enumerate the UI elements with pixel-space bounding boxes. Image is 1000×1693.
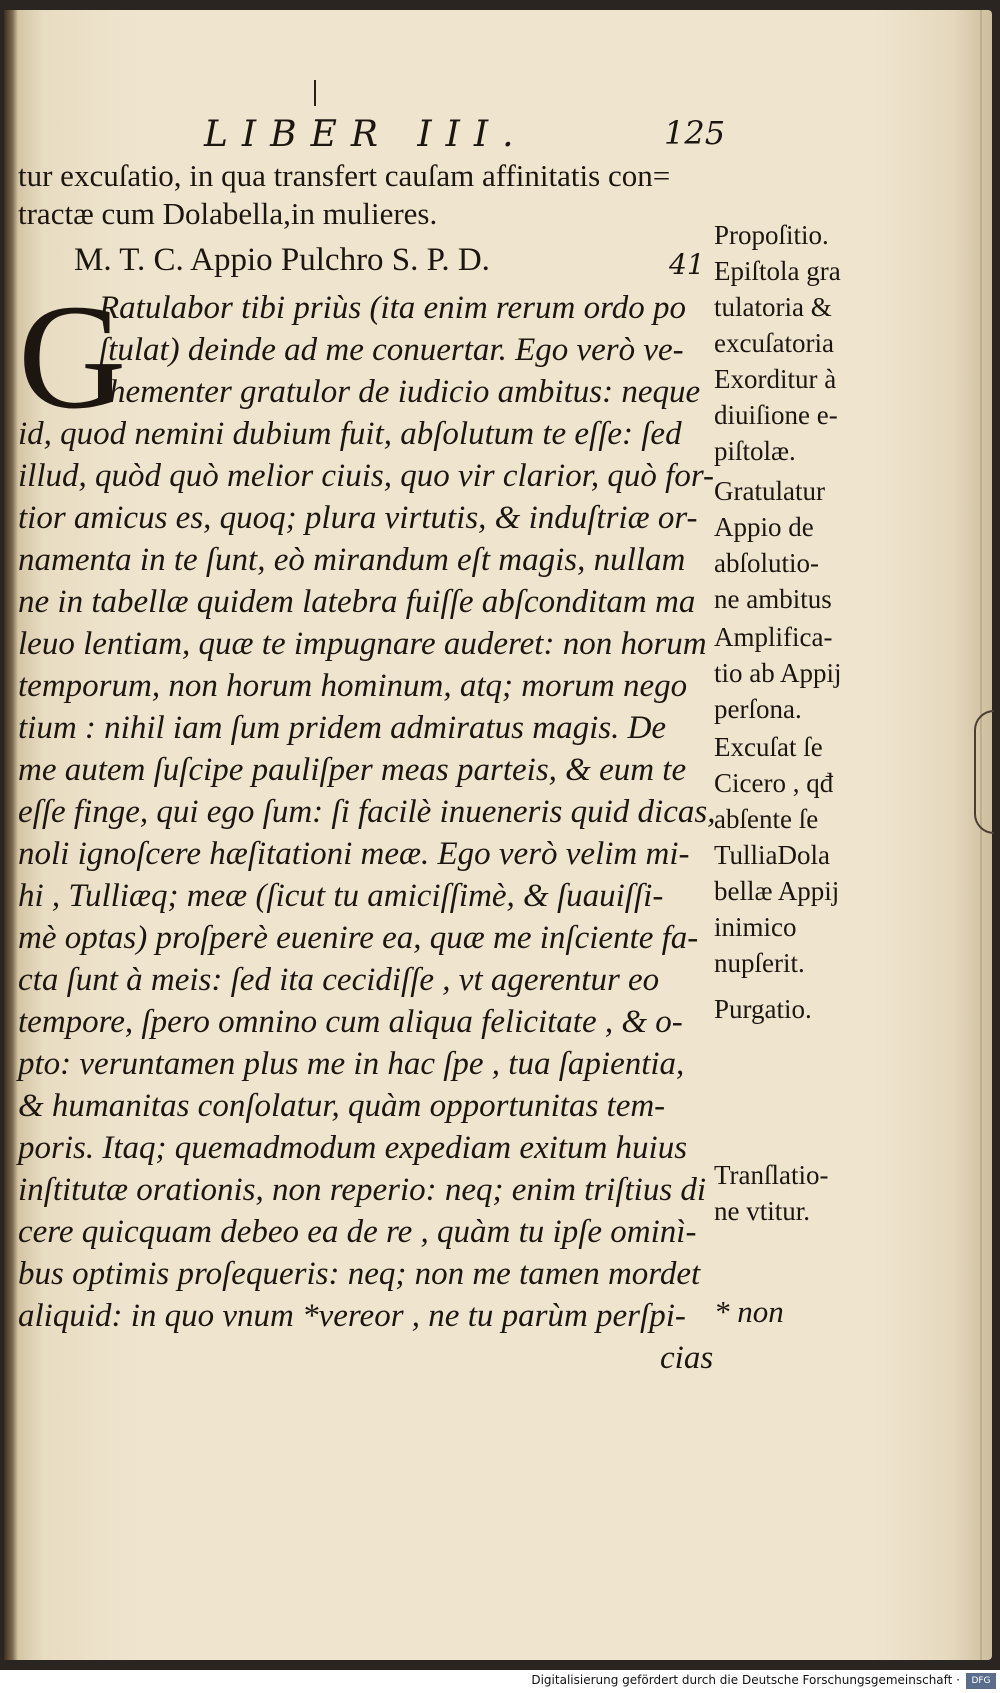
- intro-line: tur excuſatio, in qua transfert cauſam affinitatis con=: [18, 158, 671, 193]
- margin-note: diuiſione e-: [714, 400, 838, 430]
- margin-note: Amplifica-: [714, 622, 833, 652]
- body-line: ſtulat) deinde ad me conuertar. Ego verò ve-: [99, 332, 684, 368]
- margin-note: * non: [714, 1294, 784, 1329]
- body-line: eſſe finge, qui ego ſum: ſi facilè inueneris quid dicas,: [18, 794, 716, 830]
- body-line: aliquid: in quo vnum *vereor , ne tu parùm perſpi-: [18, 1298, 686, 1334]
- footer-bar: [0, 1670, 1000, 1693]
- margin-note: excuſatoria: [714, 328, 834, 358]
- body-line: ne in tabellæ quidem latebra fuiſſe abſconditam ma: [18, 584, 696, 620]
- margin-note: nupſerit.: [714, 948, 805, 978]
- body-line: me autem ſuſcipe pauliſper meas parteis, & eum te: [18, 752, 687, 788]
- body-line: namenta in te ſunt, eò mirandum eſt magis, nullam: [18, 542, 686, 578]
- page-edge: [980, 10, 982, 1660]
- margin-note: Gratulatur: [714, 476, 825, 506]
- running-title: LIBER III.: [204, 114, 528, 155]
- margin-note: Tranſlatio-: [714, 1160, 829, 1190]
- margin-note: perſona.: [714, 694, 802, 724]
- margin-note: Exorditur à: [714, 364, 837, 394]
- margin-note: abſolutio-: [714, 548, 819, 578]
- body-line: cere quicquam debeo ea de re , quàm tu ipſe ominì-: [18, 1214, 697, 1250]
- funding-credit: Digitalisierung gefördert durch die Deutsche Forschungsgemeinschaft ·: [531, 1673, 960, 1687]
- intro-line: tractæ cum Dolabella,in mulieres.: [18, 196, 438, 231]
- margin-note: Appio de: [714, 512, 814, 542]
- letter-number: 41: [669, 248, 705, 281]
- margin-note: tulatoria &: [714, 292, 832, 322]
- body-line: illud, quòd quò melior ciuis, quo vir clarior, quò for-: [18, 458, 714, 494]
- body-line: noli ignoſcere hæſitationi meæ. Ego verò velim mi-: [18, 836, 690, 872]
- body-line: hementer gratulor de iudicio ambitus: neque: [109, 374, 701, 410]
- margin-note: ne ambitus: [714, 584, 832, 614]
- body-line: leuo lentiam, quæ te impugnare auderet: non horum: [18, 626, 707, 662]
- body-line: cta ſunt à meis: ſed ita cecidiſſe , vt agerentur eo: [18, 962, 660, 998]
- header-mark: [314, 80, 316, 106]
- dfg-logo-icon: DFG: [966, 1673, 996, 1689]
- margin-note: abſente ſe: [714, 804, 819, 834]
- body-line: & humanitas conſolatur, quàm opportunitas tem-: [18, 1088, 666, 1124]
- margin-note: Excuſat ſe: [714, 732, 823, 762]
- drop-cap: G: [18, 274, 127, 440]
- margin-note: Epiſtola gra: [714, 256, 841, 286]
- margin-note: Purgatio.: [714, 994, 812, 1024]
- book-spine: [4, 10, 18, 1660]
- page-tab-marker: [974, 710, 994, 834]
- body-line: Ratulabor tibi priùs (ita enim rerum ordo po: [99, 290, 686, 326]
- body-line: tium : nihil iam ſum pridem admiratus magis. De: [18, 710, 667, 746]
- margin-note: TulliaDola: [714, 840, 831, 870]
- body-line: bus optimis proſequeris: neq; non me tamen mordet: [18, 1256, 701, 1292]
- body-line: tior amicus es, quoq; plura virtutis, & induſtriæ or-: [18, 500, 698, 536]
- margin-note: Propoſitio.: [714, 220, 829, 250]
- margin-note: ne vtitur.: [714, 1196, 810, 1226]
- body-line: poris. Itaq; quemadmodum expediam exitum huius: [18, 1130, 688, 1166]
- body-line: mè optas) proſperè euenire ea, quæ me inſciente fa-: [18, 920, 699, 956]
- body-line: inſtitutæ orationis, non reperio: neq; enim triſtius di: [18, 1172, 707, 1208]
- margin-note: piſtolæ.: [714, 436, 796, 466]
- margin-note: bellæ Appij: [714, 876, 840, 906]
- margin-note: inimico: [714, 912, 797, 942]
- body-line: hi , Tulliæq; meæ (ſicut tu amiciſſimè, & ſuauiſſi-: [18, 878, 664, 914]
- salutation: M. T. C. Appio Pulchro S. P. D.: [74, 242, 490, 278]
- page-number: 125: [664, 114, 726, 152]
- body-line: temporum, non horum hominum, atq; morum nego: [18, 668, 688, 704]
- margin-note: tio ab Appij: [714, 658, 842, 688]
- book-page: [4, 10, 992, 1660]
- body-line: id, quod nemini dubium fuit, abſolutum te eſſe: ſed: [18, 416, 682, 452]
- body-line: pto: veruntamen plus me in hac ſpe , tua ſapientia,: [18, 1046, 685, 1082]
- body-line: tempore, ſpero omnino cum aliqua felicitate , & o-: [18, 1004, 683, 1040]
- catchword: cias: [660, 1340, 714, 1376]
- margin-note: Cicero , qđ: [714, 768, 834, 798]
